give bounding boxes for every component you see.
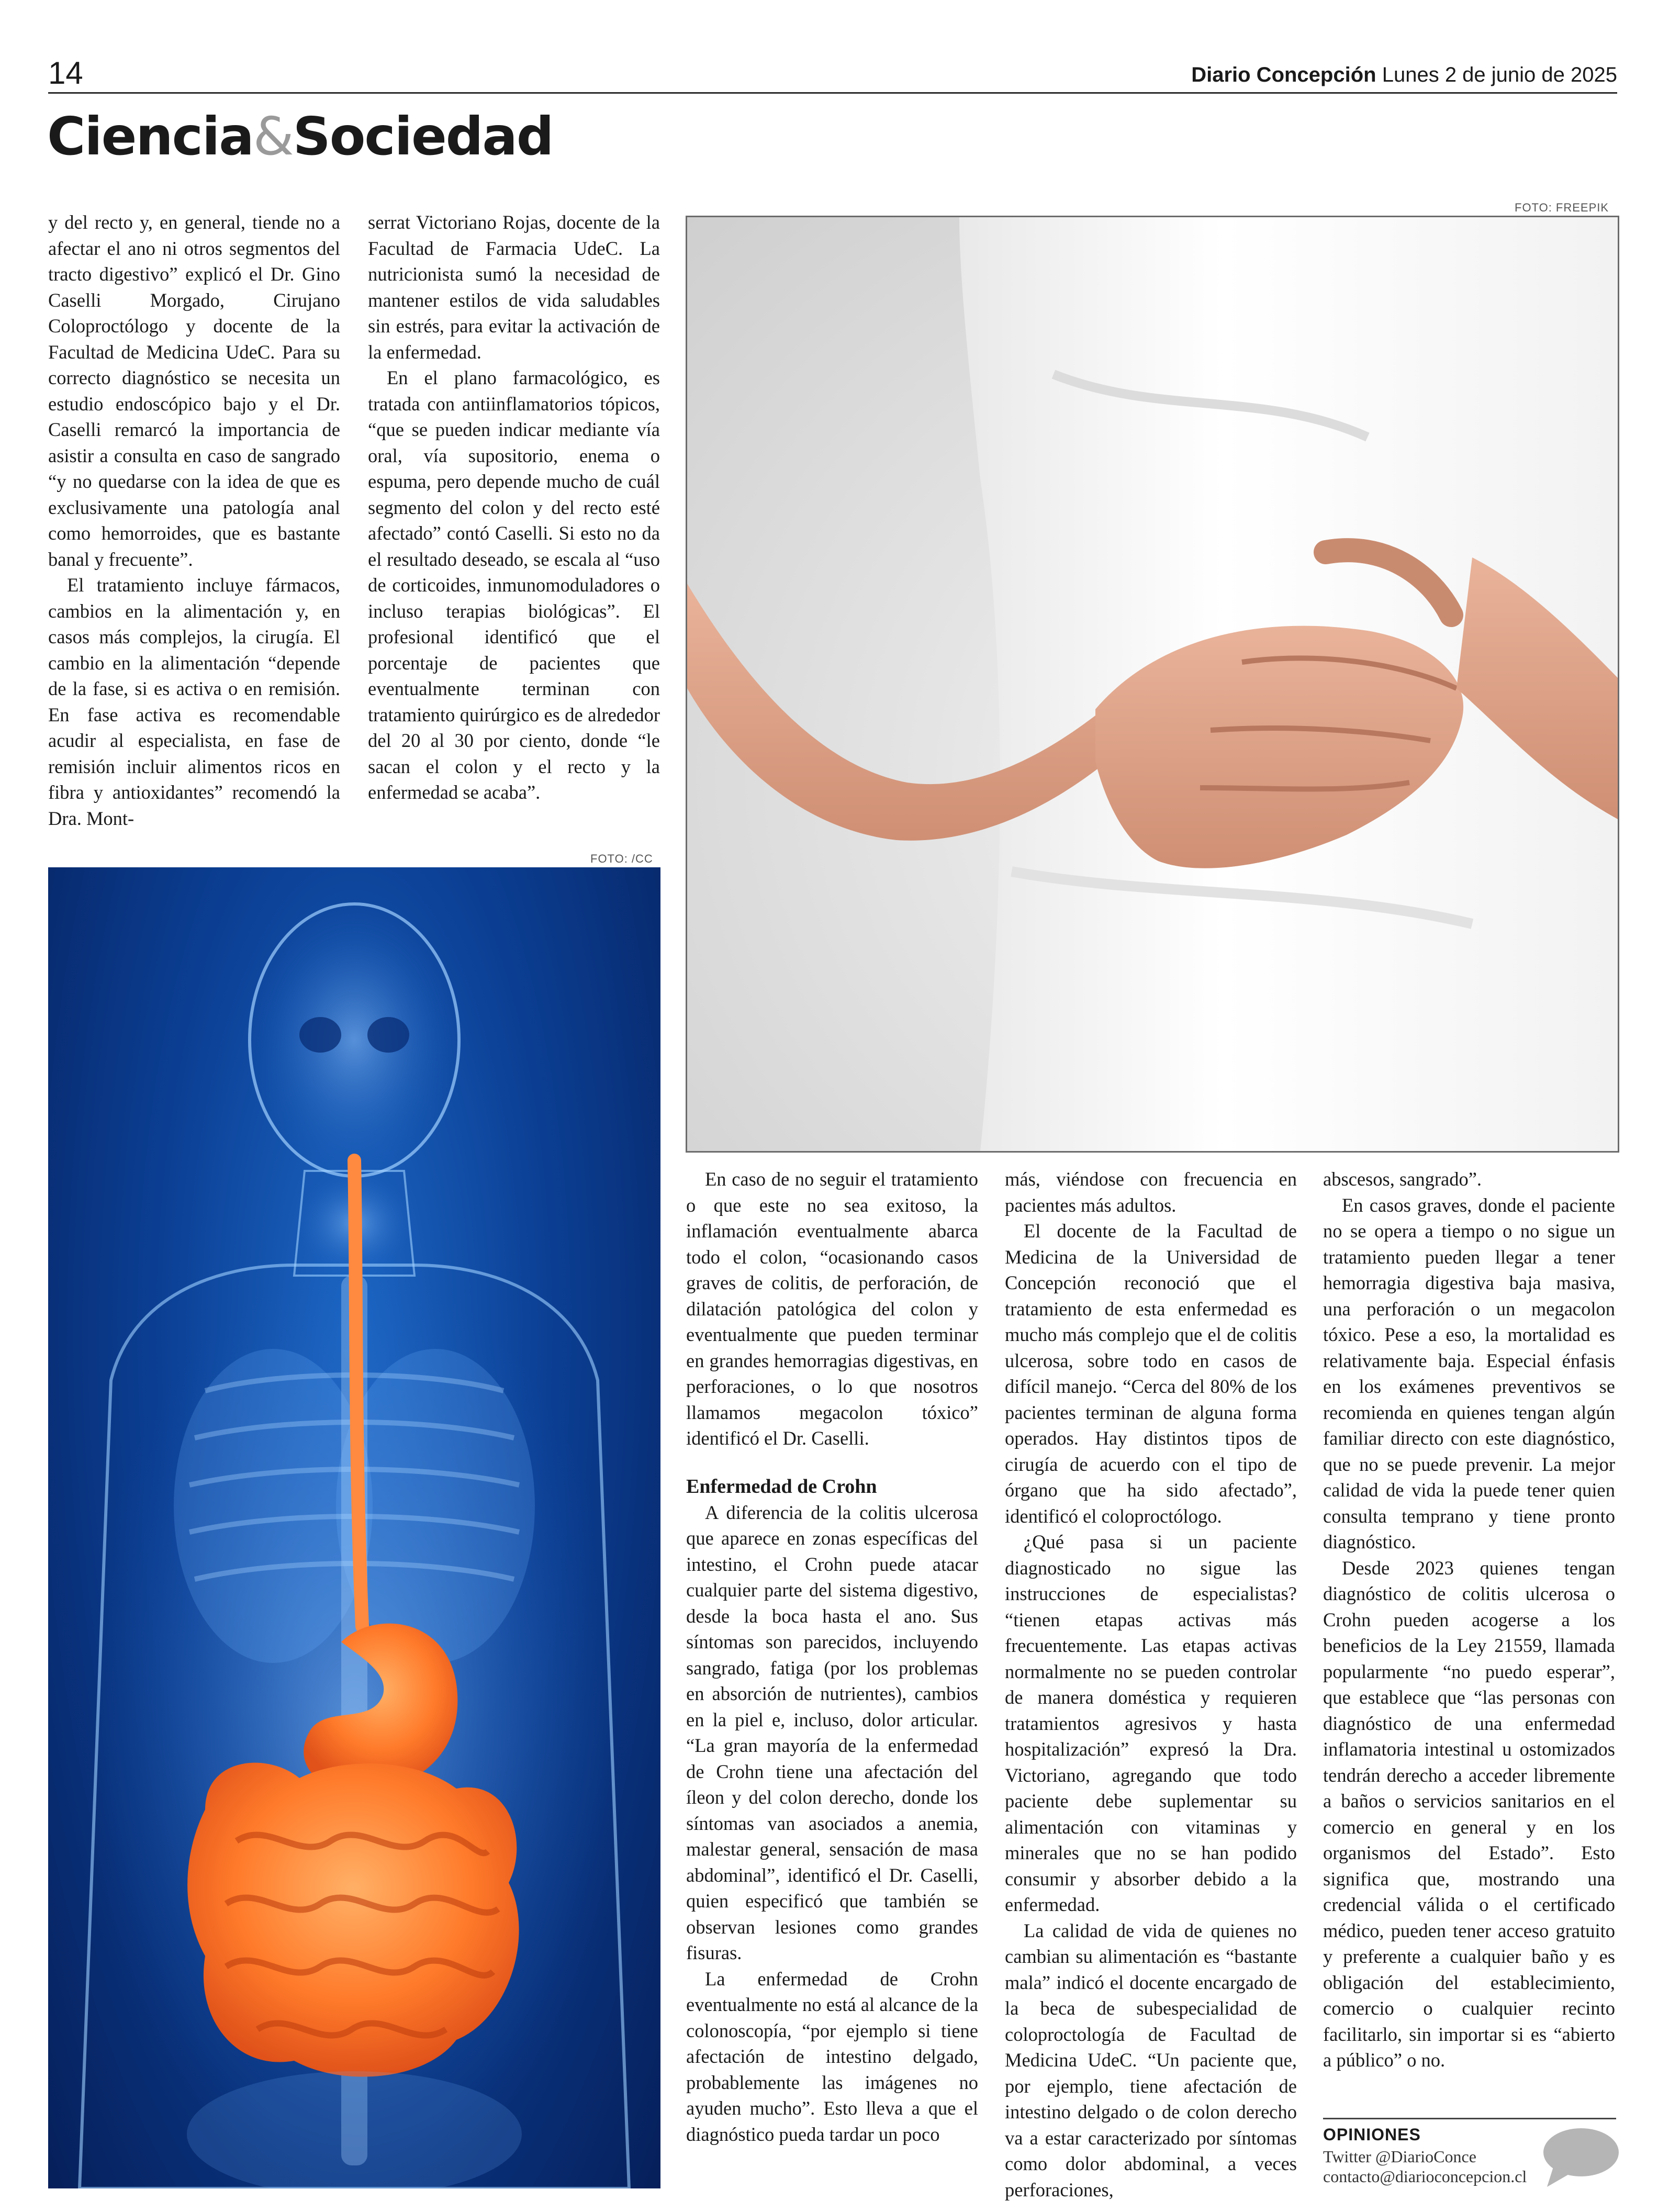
page-number: 14 xyxy=(48,55,83,91)
speech-bubble-icon xyxy=(1542,2125,1620,2188)
paragraph: La enfermedad de Crohn eventualmente no está al alcance de la colonoscopía, “por ejemplo si tiene afectación de intestino delgado, probablemente las imágenes no ayuden mucho”. Esto lleva a que el diagnóstico pueda tardar un poco xyxy=(686,1968,978,2145)
opinions-rule xyxy=(1323,2118,1616,2119)
article-column-1 xyxy=(48,209,340,831)
paragraph: y del recto y, en general, tiende no a afectar el ano ni otros segmentos del tracto digestivo” explicó el Dr. Gino Caselli Morgado, Cirujano Coloproctólogo y docente de la Facultad de Medicina UdeC. Para su correcto diagnóstico se necesita un estudio endoscópico bajo y el Dr. Caselli remarcó la importancia de asistir a consulta en caso de sangrado “y no quedarse con la idea de que es exclusivamente una patología anal como hemorroides, que es bastante banal y frecuente”. xyxy=(48,211,340,570)
masthead xyxy=(1191,62,1617,88)
paragraph: En casos graves, donde el paciente no se opera a tiempo o no sigue un tratamiento pueden llegar a tener hemorragia digestiva baja masiva, una perforación o un megacolon tóxico. Pese a eso, la mortalidad es relativamente baja. Especial énfasis en los exámenes preventivos se recomienda en quienes tengan algún familiar directo con este diagnóstico, que no se puede prevenir. La mejor calidad de vida la puede tener quien consulta temprano y tiene pronto diagnóstico. xyxy=(1323,1194,1615,1552)
paragraph: A diferencia de la colitis ulcerosa que aparece en zonas específicas del intestino, el Crohn puede atacar cualquier parte del sistema digestivo, desde la boca hasta el ano. Sus síntomas son parecidos, incluyendo sangrado, fatiga (por los problemas en absorción de nutrientes), cambios en la piel e, incluso, dolor articular. “La gran mayoría de la enfermedad de Crohn tiene una afectación del íleon y del colon derecho, donde los síntomas van asociados a anemia, malestar general, sensación de masa abdominal”, identificó el Dr. Caselli, quien especificó que también se observan lesiones como grandes fisuras. xyxy=(686,1501,978,1963)
stomach-pain-photo xyxy=(686,216,1619,1153)
photo-credit-anatomy: FOTO: /CC xyxy=(590,852,653,865)
digestive-system-illustration xyxy=(48,867,660,2188)
paragraph: En caso de no seguir el tratamiento o que este no sea exitoso, la inflamación eventualmente abarca todo el colon, “ocasionando casos graves de colitis, de perforación, de dilatación patológica del colon y eventualmente que pueden terminar en grandes hemorragias digestivas, en perforaciones, o lo que nosotros llamamos megacolon tóxico” identificó el Dr. Caselli. xyxy=(686,1168,978,1449)
human-body-illustration xyxy=(48,867,660,2188)
article-column-5 xyxy=(1323,1166,1615,2073)
paragraph: abscesos, sangrado”. xyxy=(1323,1168,1482,1190)
subheading-crohn: Enfermedad de Crohn xyxy=(686,1475,877,1498)
section-title-amp: & xyxy=(253,106,293,167)
section-title-right: Sociedad xyxy=(293,106,553,167)
paragraph: El docente de la Facultad de Medicina de la Universidad de Concepción reconoció que el tratamiento de esta enfermedad es mucho más complejo que el de colitis ulcerosa, sobre todo en casos de difícil manejo. “Cerca del 80% de los pacientes terminan de alguna forma operados. Hay distintos tipos de cirugía de acuerdo con el tipo de órgano que ha sido afectado”, identificó el coloproctólogo. xyxy=(1005,1220,1297,1527)
paragraph: El tratamiento incluye fármacos, cambios en la alimentación y, en casos más complejos, la cirugía. El cambio en la alimentación “depende de la fase, si es activa o en remisión. En fase activa es recomendable acudir al especialista, en fase de remisión incluir alimentos ricos en fibra y antioxidantes” recomendó la Dra. Mont- xyxy=(48,574,340,829)
section-title-left: Ciencia xyxy=(47,106,253,167)
article-column-2 xyxy=(368,209,660,806)
article-column-4 xyxy=(1005,1166,1297,2203)
article-column-3 xyxy=(686,1166,978,2147)
opinions-title: OPINIONES xyxy=(1323,2125,1421,2144)
photo-credit-stomach: FOTO: FREEPIK xyxy=(1515,201,1609,214)
opinions-email[interactable]: contacto@diarioconcepcion.cl xyxy=(1323,2167,1527,2186)
paragraph: ¿Qué pasa si un paciente diagnosticado no sigue las instrucciones de especialistas? “tienen etapas activas más frecuentemente. Las etapas activas normalmente no se pueden controlar de manera doméstica y requieren tratamientos agresivos y hasta hospitalización” expresó la Dra. Victoriano, agregando que todo paciente debe suplementar su alimentación con vitaminas y minerales que no se han podido consumir y absorber debido a la enfermedad. xyxy=(1005,1531,1297,1915)
paragraph: serrat Victoriano Rojas, docente de la Facultad de Farmacia UdeC. La nutricionista sumó la necesidad de mantener estilos de vida saludables sin estrés, para evitar la activación de la enfermedad. xyxy=(368,211,660,363)
section-title xyxy=(47,103,553,171)
opinions-twitter[interactable]: Twitter @DiarioConce xyxy=(1323,2147,1476,2166)
header-rule xyxy=(48,92,1617,94)
paragraph: En el plano farmacológico, es tratada con antiinflamatorios tópicos, “que se pueden indicar mediante vía oral, vía supositorio, enema o espuma, pero depende mucho de cuál segmento del colon y del recto esté afectado” contó Caselli. Si esto no da el resultado deseado, se escala al “uso de corticoides, inmunomoduladores o incluso terapias biológicas”. El profesional identificó que el porcentaje de pacientes que eventualmente terminan con tratamiento quirúrgico es de alrededor del 20 al 30 por ciento, donde “le sacan el colon y el recto y la enfermedad se acaba”. xyxy=(368,367,660,803)
publication-date: Lunes 2 de junio de 2025 xyxy=(1382,63,1617,86)
paragraph: más, viéndose con frecuencia en pacientes más adultos. xyxy=(1005,1168,1297,1216)
publication-name: Diario Concepción xyxy=(1191,63,1376,86)
stomach-pain-illustration xyxy=(687,217,1618,1151)
paragraph: Desde 2023 quienes tengan diagnóstico de colitis ulcerosa o Crohn pueden acogerse a los beneficios de la Ley 21559, llamada popularmente “no puedo esperar”, que establece que “las personas con diagnóstico de una enfermedad inflamatoria intestinal u ostomizados tendrán derecho a acceder libremente a baños o servicios sanitarios en el comercio en general y en los organismos del Estado”. Esto significa que, mostrando una credencial válida o el certificado médico, pueden tener acceso gratuito y preferente a cualquier baño y es obligación del establecimiento, comercio o cualquier recinto facilitarlo, sin importar si es “abierto a público” o no. xyxy=(1323,1557,1615,2071)
paragraph: La calidad de vida de quienes no cambian su alimentación es “bastante mala” indicó el docente encargado de la beca de subespecialidad de coloproctología de Facultad de Medicina UdeC. “Un paciente que, por ejemplo, tiene afectación de intestino delgado o de colon derecho va a estar caracterizado por síntomas como dolor abdominal, a veces perforaciones, xyxy=(1005,1919,1297,2200)
